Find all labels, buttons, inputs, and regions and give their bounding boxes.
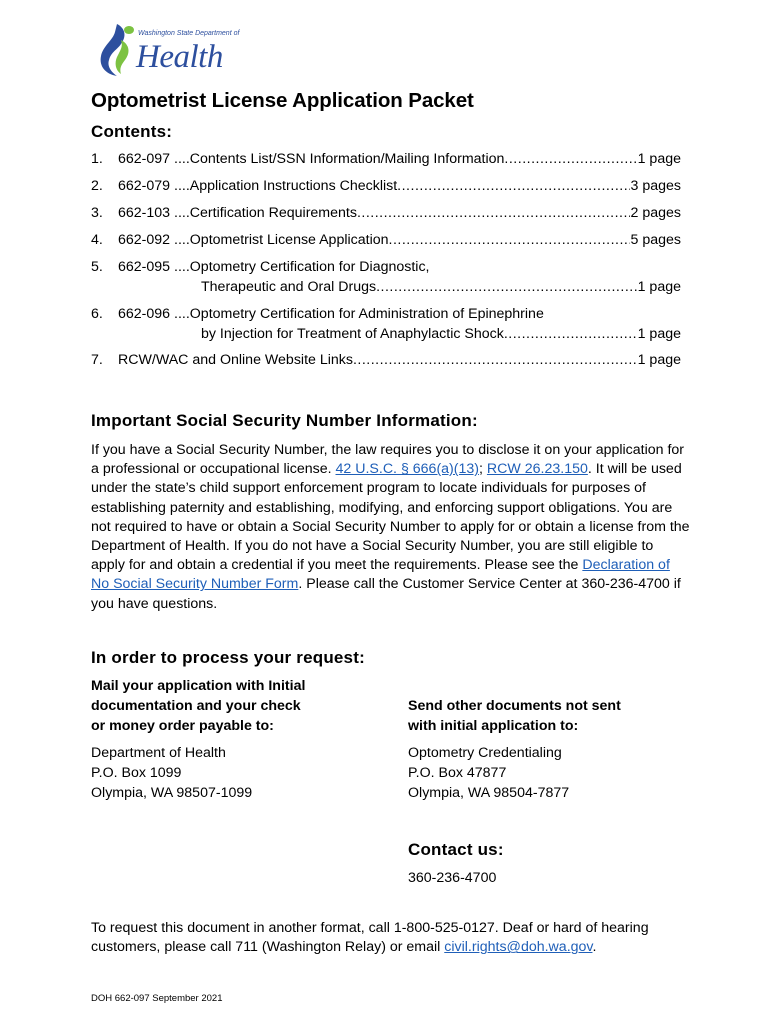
contents-item xyxy=(91,150,681,169)
item-text: RCW/WAC and Online Website Links xyxy=(118,352,353,368)
item-number: 1. xyxy=(91,151,103,167)
item-line xyxy=(118,258,681,277)
item-pages: 2 pages xyxy=(630,205,681,221)
other-address-line: Olympia, WA 98504-7877 xyxy=(408,785,570,801)
item-number: 4. xyxy=(91,232,103,248)
mail-address-line: Olympia, WA 98507-1099 xyxy=(91,785,253,801)
ssn-separator: ; xyxy=(479,461,487,478)
order-heading: In order to process your request: xyxy=(91,648,365,667)
item-pages: 3 pages xyxy=(630,178,681,194)
contact-phone: 360-236-4700 xyxy=(408,870,497,886)
other-instruction-line: with initial application to: xyxy=(408,718,579,734)
declaration-form-link[interactable]: Declaration of No Social Security Number Form xyxy=(91,557,670,593)
item-line xyxy=(118,150,681,169)
page-title: Optometrist License Application Packet xyxy=(91,89,474,112)
item-text: 662-092 ....Optometrist License Application xyxy=(118,232,389,248)
usc-link[interactable]: 42 U.S.C. § 666(a)(13) xyxy=(335,461,480,478)
contents-item xyxy=(91,231,681,250)
item-number: 7. xyxy=(91,352,103,368)
contact-heading: Contact us: xyxy=(408,840,504,859)
item-text: Therapeutic and Oral Drugs xyxy=(201,279,377,295)
contents-heading: Contents: xyxy=(91,122,173,141)
item-line xyxy=(201,278,681,297)
ssn-text-3: . Please call the Customer Service Center at 360-236-4700 if you have questions. xyxy=(91,576,681,612)
ssn-text-1: If you have a Social Security Number, the law requires you to disclose it on your application for a professional or occupational license. xyxy=(91,442,685,478)
item-line xyxy=(118,305,681,324)
item-pages: 1 page xyxy=(637,352,681,368)
footer-form-id: DOH 662-097 September 2021 xyxy=(91,993,223,1004)
item-line xyxy=(118,177,681,196)
item-pages: 1 page xyxy=(637,279,681,295)
other-instruction-line: Send other documents not sent xyxy=(408,698,621,714)
logo-agency-small: Washington State Department of xyxy=(138,30,240,37)
logo-agency-word: Health xyxy=(136,39,223,75)
contents-item xyxy=(91,204,681,223)
contents-item xyxy=(91,258,681,298)
item-number: 2. xyxy=(91,178,103,194)
other-documents-block xyxy=(408,696,621,803)
mail-address-line: Department of Health xyxy=(91,745,226,761)
mail-instruction-line: Mail your application with Initial xyxy=(91,678,306,694)
accessibility-end: . xyxy=(592,939,597,956)
mail-instruction-line: documentation and your check xyxy=(91,698,301,714)
contents-item xyxy=(91,177,681,196)
item-number: 6. xyxy=(91,306,103,322)
civil-rights-email-link[interactable]: civil.rights@doh.wa.gov xyxy=(444,939,593,956)
item-text: 662-103 ....Certification Requirements xyxy=(118,205,357,221)
item-pages: 1 page xyxy=(637,326,681,342)
item-line xyxy=(118,231,681,250)
item-text: 662-096 ....Optometry Certification for Administration of Epinephrine xyxy=(118,306,544,322)
item-text: by Injection for Treatment of Anaphylactic Shock xyxy=(201,326,504,342)
item-line xyxy=(201,325,681,344)
item-text: 662-095 ....Optometry Certification for Diagnostic, xyxy=(118,259,430,275)
rcw-link[interactable]: RCW 26.23.150 xyxy=(486,461,588,478)
item-line xyxy=(118,351,681,370)
ssn-text-2: . It will be used under the state’s child support enforcement program to locate individuals for purposes of establishing paternity and establishing, modifying, and enforcing support obligations. You are not required to have or obtain a Social Security Number to apply for or obtain a license from the Department of Health. If you do not have a Social Security Number, you are still eligible to apply for and obtain a credential if you meet the requirements. Please see the xyxy=(91,461,690,574)
other-address-line: Optometry Credentialing xyxy=(408,745,562,761)
mail-application-block xyxy=(91,676,305,803)
other-address-line: P.O. Box 47877 xyxy=(408,765,507,781)
item-line xyxy=(118,204,681,223)
item-number: 3. xyxy=(91,205,103,221)
item-text: 662-097 ....Contents List/SSN Information/Mailing Information xyxy=(118,151,505,167)
ssn-paragraph xyxy=(91,441,691,614)
item-pages: 1 page xyxy=(637,151,681,167)
item-text: 662-079 ....Application Instructions Checklist xyxy=(118,178,398,194)
contents-item xyxy=(91,305,681,345)
ssn-heading: Important Social Security Number Information: xyxy=(91,411,478,430)
mail-instruction-line: or money order payable to: xyxy=(91,718,274,734)
accessibility-text: To request this document in another format, call 1-800-525-0127. Deaf or hard of hearing customers, please call 711 (Washington Relay) or email xyxy=(91,920,649,956)
mail-address-line: P.O. Box 1099 xyxy=(91,765,182,781)
contents-item xyxy=(91,351,681,370)
item-number: 5. xyxy=(91,259,103,275)
accessibility-note xyxy=(91,919,651,957)
item-pages: 5 pages xyxy=(630,232,681,248)
